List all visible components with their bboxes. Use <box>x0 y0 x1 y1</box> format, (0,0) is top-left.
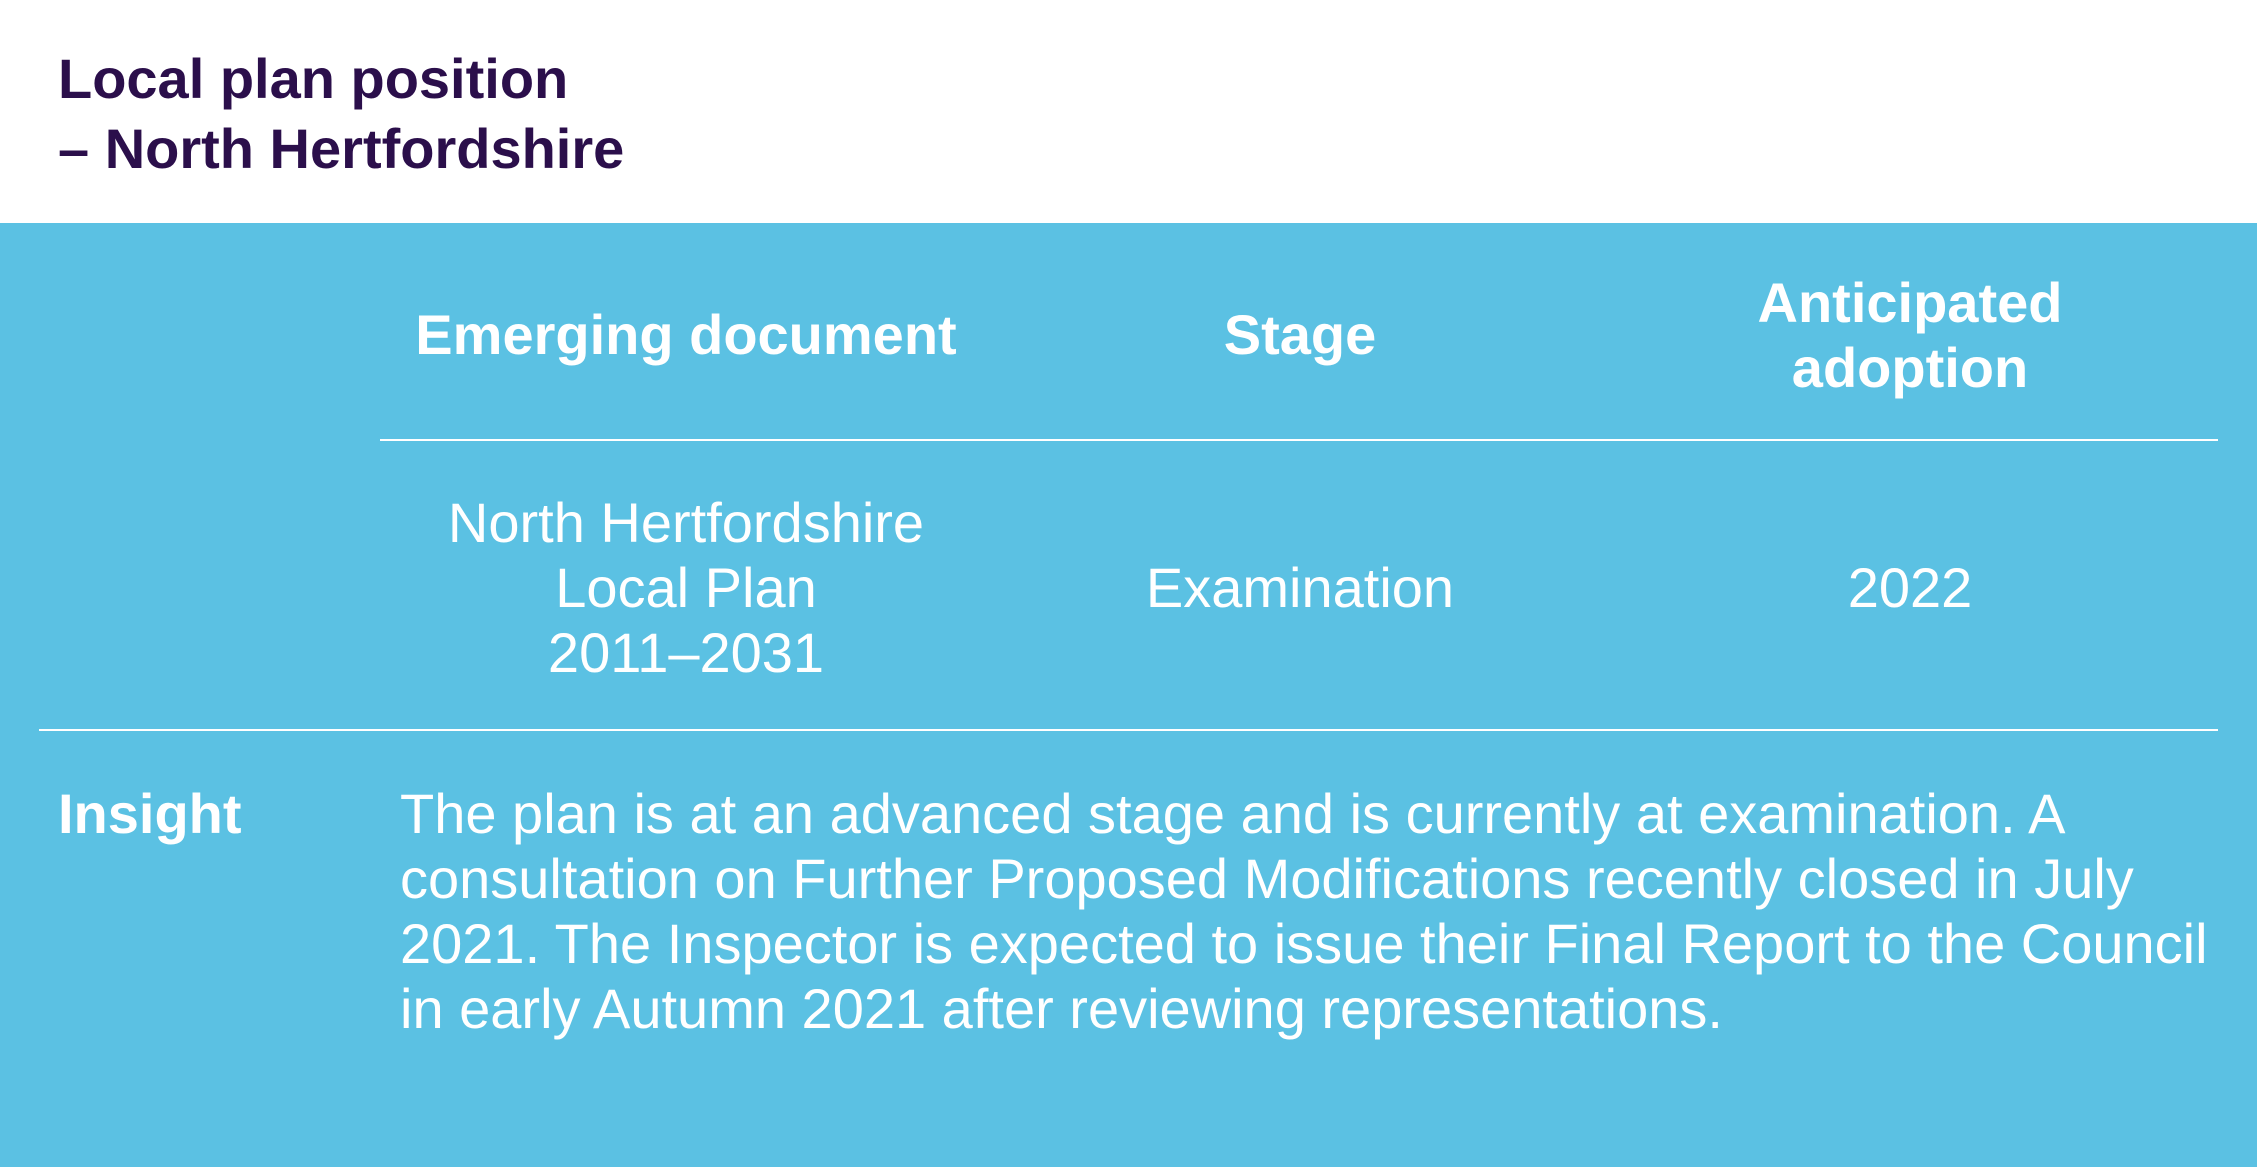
page-title <box>58 44 624 184</box>
header-divider <box>380 439 2218 441</box>
page-title-line-2: – North Hertfordshire <box>58 117 625 180</box>
document-line: 2011–2031 <box>547 621 825 684</box>
document-line: North Hertfordshire <box>447 491 925 554</box>
page-title-line-1: Local plan position <box>58 47 569 110</box>
plan-position-panel <box>0 223 2257 1167</box>
header-stage: Stage <box>1223 303 1377 366</box>
insight-text: The plan is at an advanced stage and is currently at examination. A consultation on Further Proposed Modifications recently closed in July 2021. The Inspector is expected to issue their Final Report to the Council in early Autumn 2021 after reviewing representations. <box>400 782 2208 1040</box>
insight-label: Insight <box>58 782 242 845</box>
header-anticipated-adoption: Anticipated adoption <box>1757 271 2063 399</box>
row-divider <box>39 729 2218 731</box>
cell-anticipated-adoption: 2022 <box>1847 556 1973 619</box>
cell-stage: Examination <box>1145 556 1455 619</box>
cell-emerging-document <box>380 490 992 685</box>
document-line: Local Plan <box>555 556 817 619</box>
header-emerging-document: Emerging document <box>415 303 957 366</box>
